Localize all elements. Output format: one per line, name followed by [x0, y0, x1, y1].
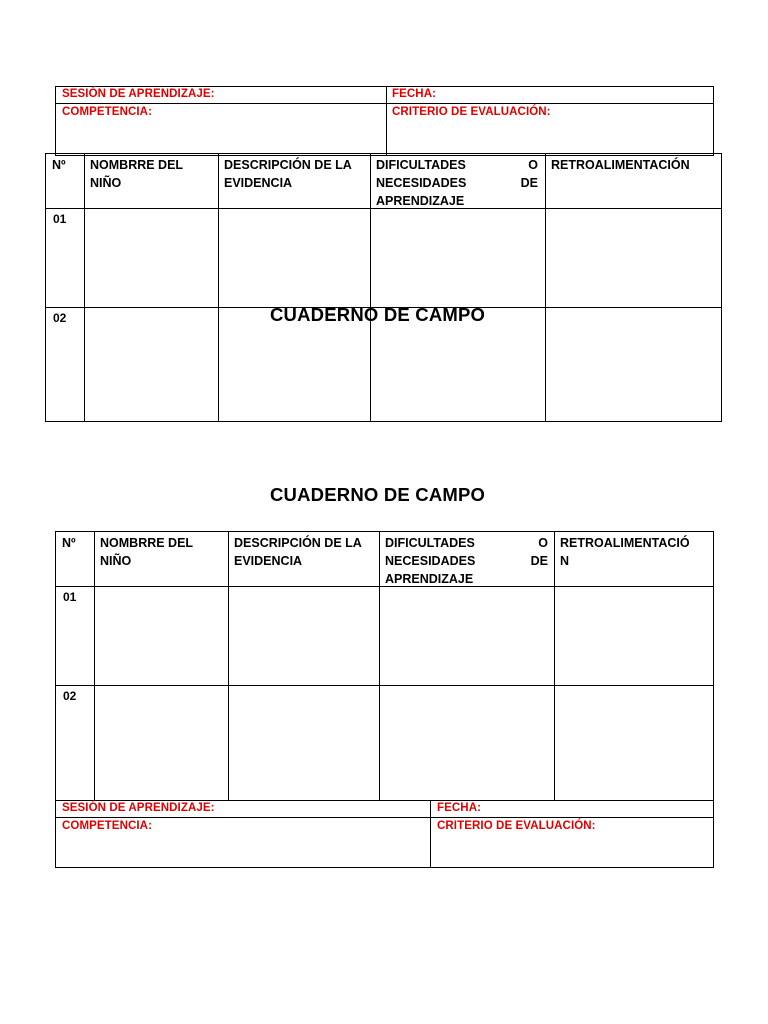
row-number-01: 01 [63, 590, 77, 604]
header-learning-difficulties [379, 532, 554, 588]
diff-word-2: O [538, 536, 548, 550]
diff-word-1: DIFICULTADES [376, 158, 466, 172]
diff-line-3: APRENDIZAJE [385, 572, 474, 586]
diff-word-3: NECESIDADES [376, 176, 467, 190]
header-child-name-line2: NIÑO [90, 176, 122, 190]
competence-label: COMPETENCIA: [62, 106, 153, 118]
observation-table-1 [45, 153, 722, 422]
diff-word-4: DE [520, 176, 538, 190]
header-child-name [84, 154, 183, 192]
header-desc-line2: EVIDENCIA [234, 554, 303, 568]
observation-table-2 [55, 531, 714, 801]
criterion-label: CRITERIO DE EVALUACIÓN: [392, 106, 551, 118]
date-label: FECHA: [392, 88, 437, 100]
date-label: FECHA: [437, 802, 482, 814]
row-number-02: 02 [63, 689, 77, 703]
header-child-name-line1: NOMBRRE DEL [100, 536, 194, 550]
diff-word-1: DIFICULTADES [385, 536, 475, 550]
header-child-name [94, 532, 193, 570]
header-feedback-line2: N [560, 554, 570, 568]
header-learning-difficulties [370, 154, 545, 210]
criterion-label: CRITERIO DE EVALUACIÓN: [437, 820, 596, 832]
session-label: SESIÓN DE APRENDIZAJE: [62, 802, 215, 814]
header-child-name-line1: NOMBRRE DEL [90, 158, 184, 172]
header-feedback [554, 532, 690, 570]
header-desc-line1: DESCRIPCIÓN DE LA [234, 536, 362, 550]
row-number-01: 01 [53, 212, 67, 226]
header-desc-line2: EVIDENCIA [224, 176, 293, 190]
header-num: Nº [52, 158, 66, 172]
overlay-title: CUADERNO DE CAMPO [270, 304, 486, 325]
bottom-info-box [55, 800, 714, 868]
diff-word-3: NECESIDADES [385, 554, 476, 568]
diff-word-2: O [528, 158, 538, 172]
row-number-02: 02 [53, 311, 67, 325]
header-evidence-description [218, 154, 352, 192]
diff-word-4: DE [530, 554, 548, 568]
session-label: SESIÓN DE APRENDIZAJE: [62, 88, 215, 100]
page-title: CUADERNO DE CAMPO [270, 484, 486, 505]
competence-label: COMPETENCIA: [62, 820, 153, 832]
top-info-box [55, 86, 714, 156]
header-evidence-description [228, 532, 362, 570]
header-num: Nº [62, 536, 76, 550]
header-feedback-line1: RETROALIMENTACIÓ [560, 536, 690, 550]
header-child-name-line2: NIÑO [100, 554, 132, 568]
header-desc-line1: DESCRIPCIÓN DE LA [224, 158, 352, 172]
diff-line-3: APRENDIZAJE [376, 194, 465, 208]
header-feedback: RETROALIMENTACIÓN [551, 158, 690, 172]
